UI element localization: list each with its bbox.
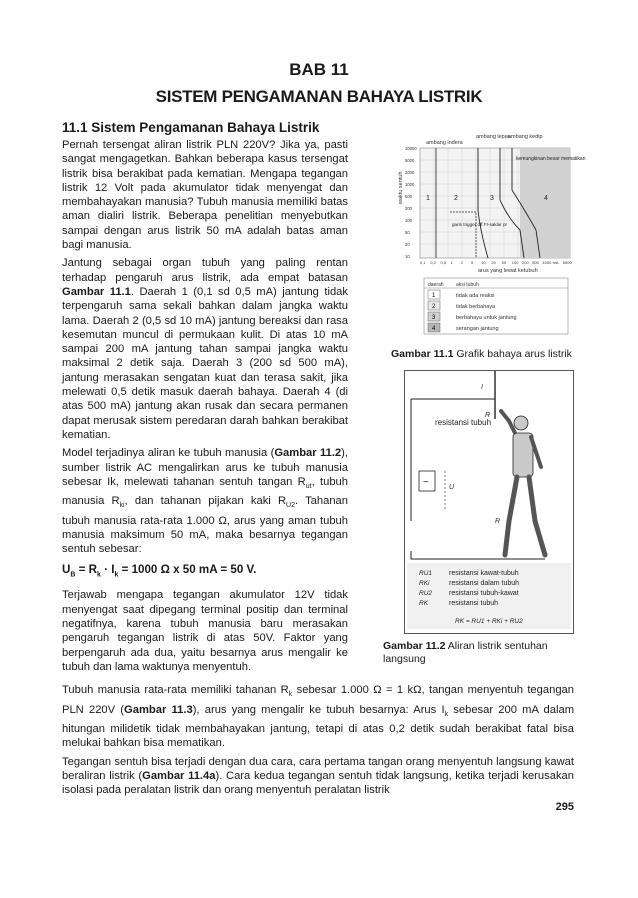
resistance-label-hand: R bbox=[485, 412, 491, 419]
touch-model-svg bbox=[405, 371, 573, 633]
paragraph-3: Model terjadinya aliran ke tubuh manusia (Gambar 11.2), sumber listrik AC mengalirkan arus ke tubuh manusia sebesar Ik, melewati tahanan sentuh tangan $R_{ut}$, tubuh manusia $R_{ki}$, dan tahanan pijakan kaki $R_{U2}$. Tahanan tubuh manusia rata-rata 1.000 Ω, arus yang aman tubuh manusia maksimum 50 mA, maka besarnya tegangan sentuh sebesar: bbox=[62, 447, 348, 556]
legend-label: berbahaya untuk jantung bbox=[456, 315, 517, 321]
figure-ref: Gambar 11.2 bbox=[274, 447, 342, 460]
legend-zone-number: 2 bbox=[432, 304, 436, 310]
zone-2-label: 2 bbox=[454, 195, 458, 202]
figure-current-danger-chart bbox=[396, 130, 586, 342]
y-tick-label: 20 bbox=[405, 242, 410, 247]
resistance-equation: RK = RU1 + RKi + RU2 bbox=[455, 618, 523, 625]
y-tick-label: 50 bbox=[405, 230, 410, 235]
paragraph-4: Terjawab mengapa tegangan akumulator 12V tidak menyengat saat dipegang terminal positip dan terminal negatifnya, karena tubuh manusia baru merasakan pengaruh tegangan listrik di atas 50V. Faktor yang berpengaruh ada dua, yaitu besarnya arus mengalir ke tubuh dan lama waktunya menyentuh. bbox=[62, 589, 348, 673]
full-width-text bbox=[62, 683, 574, 798]
legend-description: resistansi dalam tubuh bbox=[449, 580, 520, 587]
y-tick-label: 500 bbox=[405, 194, 412, 199]
legend-symbol: RU2 bbox=[419, 590, 433, 597]
y-tick-labels bbox=[405, 146, 417, 259]
x-tick-label: 1 bbox=[450, 260, 453, 265]
y-tick-label: 2000 bbox=[405, 170, 415, 175]
figure-ref: Gambar 11.1 bbox=[62, 285, 131, 298]
zone-3-label: 3 bbox=[490, 195, 494, 202]
y-tick-label: 1000 bbox=[405, 182, 415, 187]
x-tick-label: 5 bbox=[471, 260, 474, 265]
legend-zone-number: 3 bbox=[432, 315, 436, 321]
chart-ylabel: waktu sentuh bbox=[398, 171, 404, 204]
y-tick-label: 200 bbox=[405, 206, 412, 211]
legend-header-zone: daerah bbox=[428, 282, 444, 288]
y-tick-label: 10000 bbox=[405, 146, 417, 151]
zone-1-label: 1 bbox=[426, 195, 430, 202]
x-tick-label: 5000 bbox=[562, 260, 572, 265]
x-tick-label: 100 bbox=[511, 260, 519, 265]
figure-ref: Gambar 11.3 bbox=[124, 703, 193, 716]
chapter-number: BAB 11 bbox=[289, 60, 349, 79]
paragraph-5: Tubuh manusia rata-rata memiliki tahanan $R_k$ sebesar 1.000 Ω = 1 kΩ, tangan menyentuh tegangan PLN 220V (Gambar 11.3), arus yang mengalir ke tubuh besarnya: Arus $I_k$ sebesar 200 mA dalam hitungan milidetik tidak membahayakan jantung, tetapi di atas 0,2 detik sudah berakibat fatal bisa melukai bahkan bisa mematikan. bbox=[62, 684, 575, 750]
label-fuse-note: garis trigger off FI-saklar pr bbox=[452, 222, 508, 227]
zone-4-label: 4 bbox=[544, 195, 548, 202]
figure-touch-current-model bbox=[404, 370, 574, 634]
legend-symbol: RKi bbox=[419, 580, 430, 587]
x-tick-label: 0,5 bbox=[440, 260, 446, 265]
label-fibrillation-threshold: ambang kedip bbox=[508, 134, 543, 140]
figure-2-caption: Gambar 11.2 Aliran listrik sentuhan langsung bbox=[383, 640, 548, 665]
paragraph-2: Jantung sebagai organ tubuh yang paling rentan terhadap pengaruh arus listrik, ada empat batasan Gambar 11.1. Daerah 1 (0,1 sd 0,5 mA) jantung tidak terpengaruh sama sekali bahkan dalam jangka waktu lama. Daerah 2 (0,5 sd 10 mA) jantung bereaksi dan rasa kesemutan muncul di permukaan kulit. Di atas 10 mA sampai 200 mA jantung tahan sampai jangka waktu maksimal 2 detik saja. Daerah 3 (200 sd 500 mA), jantung merasakan sengatan kuat dan terasa sakit, jika melewati 0,5 detik masuk daerah bahaya. Daerah 4 (di atas 500 mA) jantung akan rusak dan secara permanen dapat merusak sistem peredaran darah bahkan berakibat kematian. bbox=[62, 257, 348, 441]
legend-description: resistansi tubuh bbox=[449, 600, 499, 607]
body-resistance-label: resistansi tubuh bbox=[435, 418, 492, 427]
resistance-label-foot: R bbox=[495, 518, 501, 525]
chart-legend bbox=[424, 278, 568, 334]
legend-label: serangan jantung bbox=[456, 326, 499, 332]
current-label: I bbox=[481, 384, 483, 391]
x-tick-label: mA bbox=[552, 260, 559, 265]
label-likely-fatal: kemungkinan besar mematikan bbox=[516, 156, 586, 162]
x-tick-label: 0,2 bbox=[430, 260, 436, 265]
x-tick-label: 50 bbox=[501, 260, 507, 265]
chart-xlabel: arus yang lewat ketubuh bbox=[478, 268, 538, 274]
chapter-title: SISTEM PENGAMANAN BAHAYA LISTRIK bbox=[155, 87, 483, 106]
left-column bbox=[62, 138, 348, 674]
page-number: 295 bbox=[555, 801, 574, 813]
y-tick-label: 5000 bbox=[405, 158, 415, 163]
x-tick-label: 200 bbox=[522, 260, 529, 265]
person-figure bbox=[501, 411, 545, 555]
legend-symbol: RU1 bbox=[419, 570, 433, 577]
legend-label: tidak berbahaya bbox=[456, 304, 496, 310]
legend-symbol: RK bbox=[419, 600, 429, 607]
y-tick-label: 10 bbox=[405, 254, 410, 259]
legend-description: resistansi kawat-tubuh bbox=[449, 570, 519, 577]
x-tick-label: 10 bbox=[481, 260, 486, 265]
x-tick-label: 2 bbox=[460, 260, 464, 265]
label-sense-threshold: ambang indera bbox=[426, 140, 463, 146]
x-tick-label: 1000 bbox=[542, 260, 552, 265]
x-tick-label: 0,1 bbox=[420, 260, 426, 265]
figure-1-caption: Gambar 11.1 Grafik bahaya arus listrik bbox=[391, 348, 572, 360]
x-tick-label: 500 bbox=[532, 260, 539, 265]
paragraph-1: Pernah tersengat aliran listrik PLN 220V? Jika ya, pasti sangat mengagetkan. Bahkan beberapa kasus tersengat listrik bisa berakibat pada kematian. Mengapa tegangan listrik 12 Volt pada akumulator tidak menyengat dan membahayakan manusia? Tubuh manusia memiliki batas aman dialiri listrik. Beberapa penelitian menyebutkan sampai dengan arus listrik 50 mA adalah batas aman bagi manusia. bbox=[62, 139, 348, 252]
legend-header-action: aksi tubuh bbox=[456, 282, 479, 288]
figure-ref: Gambar 11.4a bbox=[142, 769, 216, 782]
legend-label: tidak ada reaksi bbox=[456, 293, 495, 299]
paragraph-6: Tegangan sentuh bisa terjadi dengan dua cara, cara pertama tangan orang menyentuh langsung kawat beraliran listrik (Gambar 11.4a). Cara kedua tegangan sentuh tidak langsung, ketika terjadi kerusakan isolasi pada peralatan listrik dan orang menyentuh peralatan listrik bbox=[62, 755, 574, 797]
x-tick-labels bbox=[420, 260, 572, 265]
ac-source-symbol: ~ bbox=[423, 477, 429, 488]
section-title: 11.1 Sistem Pengamanan Bahaya Listrik bbox=[62, 120, 320, 135]
x-tick-label: 20 bbox=[491, 260, 496, 265]
legend-zone-number: 4 bbox=[432, 326, 436, 332]
formula: $U_B = R_k \cdot I_k = 1000$ Ω x 50 mA = 50 V. bbox=[62, 562, 257, 579]
legend-description: resistansi tubuh-kawat bbox=[449, 590, 519, 597]
voltage-label: U bbox=[449, 484, 455, 491]
legend-zone-number: 1 bbox=[432, 293, 436, 299]
fatal-zone bbox=[520, 148, 570, 258]
label-let-go-threshold: ambang lepas bbox=[476, 134, 511, 140]
danger-chart-svg bbox=[396, 130, 586, 342]
y-tick-label: 100 bbox=[405, 218, 412, 223]
